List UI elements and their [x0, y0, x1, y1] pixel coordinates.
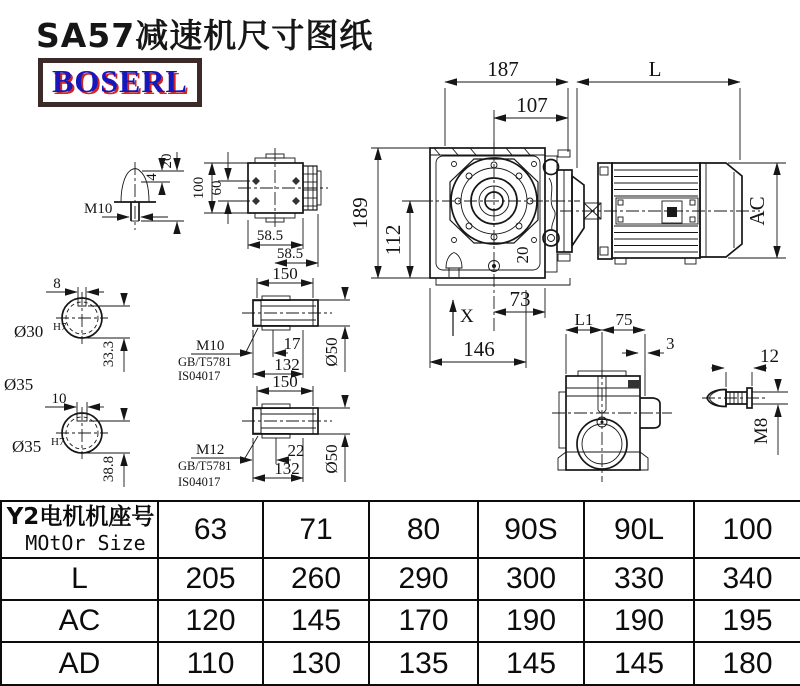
page-title: SA57减速机尺寸图纸 — [36, 16, 374, 55]
motor-size-table — [0, 500, 800, 686]
cell-AC-2: 170 — [369, 600, 478, 642]
output-flange-top-view — [191, 148, 328, 267]
cell-AC-3: 190 — [478, 600, 584, 642]
dim-main-AC: AC — [745, 196, 769, 226]
dim-main-73: 73 — [509, 287, 531, 311]
cell-AD-1: 130 — [263, 642, 369, 685]
cell-AC-4: 190 — [584, 600, 694, 642]
label-shaft2-std2: IS04017 — [178, 475, 221, 489]
col-header-63: 63 — [158, 501, 263, 558]
cell-AC-5: 195 — [694, 600, 800, 642]
cell-L-4: 330 — [584, 558, 694, 600]
col-header-100: 100 — [694, 501, 800, 558]
dim-top-L1: L1 — [574, 310, 594, 329]
col-header-90l: 90L — [584, 501, 694, 558]
dim-breather-4: 4 — [144, 173, 160, 181]
breather-plug-view — [84, 152, 184, 232]
dim-top-3: 3 — [666, 334, 675, 353]
dim-main-146: 146 — [463, 337, 495, 361]
col-header-90s: 90S — [478, 501, 584, 558]
dim-bolt-thread: M8 — [751, 417, 772, 445]
dim-shaft1-keywidth: 8 — [53, 276, 61, 292]
cell-L-0: 205 — [158, 558, 263, 600]
dim-shaft1-keylen: 17 — [283, 334, 301, 353]
dim-bolt-12: 12 — [760, 346, 779, 367]
col-header-71: 71 — [263, 501, 369, 558]
dim-main-112: 112 — [381, 224, 405, 256]
dim-main-107: 107 — [516, 93, 548, 117]
cell-AD-0: 110 — [158, 642, 263, 685]
cell-L-3: 300 — [478, 558, 584, 600]
table-header-row — [1, 501, 800, 558]
gearbox-top-view — [552, 310, 675, 482]
dim-shaft1-dia: Ø50 — [322, 337, 341, 367]
row-label-AC: AC — [1, 600, 158, 642]
label-shaft1-std1: GB/T5781 — [178, 355, 232, 369]
row-label-L: L — [1, 558, 158, 600]
cell-L-1: 260 — [263, 558, 369, 600]
cell-AD-2: 135 — [369, 642, 478, 685]
label-shaft2-bore: Ø35 — [12, 437, 42, 456]
dim-shaft2-dia: Ø50 — [322, 444, 341, 474]
gearmotor-main-view — [348, 57, 786, 368]
label-bore-option: Ø35 — [4, 375, 34, 394]
boserl-logo-text: BOSERL — [52, 63, 188, 99]
dim-main-189: 189 — [348, 197, 372, 229]
cell-AD-4: 145 — [584, 642, 694, 685]
row-label-AD: AD — [1, 642, 158, 685]
table-header-cn: Y2电机机座号 — [6, 504, 155, 531]
dim-shaft1-keydepth: 33.3 — [101, 340, 117, 368]
dim-shaft1-length: 150 — [272, 264, 298, 283]
cell-L-5: 340 — [694, 558, 800, 600]
label-shaft1-thread: M10 — [196, 338, 225, 354]
dim-breather-thread: M10 — [84, 201, 113, 217]
dim-shaft2-hublen: 132 — [274, 459, 300, 478]
shaft2-end-view — [12, 391, 130, 487]
table-row-AD — [1, 642, 800, 685]
table-row-L — [1, 558, 800, 600]
table-header-en: MOtOr Size — [25, 530, 146, 555]
shaft2-side-view — [178, 372, 350, 489]
label-shaft1-fit: H7 — [53, 321, 67, 333]
col-header-80: 80 — [369, 501, 478, 558]
label-shaft1-std2: IS04017 — [178, 369, 221, 383]
cell-AC-1: 145 — [263, 600, 369, 642]
dim-top-75: 75 — [615, 310, 633, 329]
dim-flange-58a: 58.5 — [256, 228, 284, 244]
shaft1-side-view — [178, 264, 350, 383]
cell-AD-5: 180 — [694, 642, 800, 685]
cell-AC-0: 120 — [158, 600, 263, 642]
dim-shaft1-hublen: 132 — [274, 355, 300, 374]
dim-main-20: 20 — [513, 246, 532, 264]
dim-shaft2-length: 150 — [272, 372, 298, 391]
cell-L-2: 290 — [369, 558, 478, 600]
label-shaft2-thread: M12 — [196, 442, 225, 458]
shaft1-end-view — [14, 276, 130, 372]
dim-shaft2-keylen: 22 — [287, 441, 305, 460]
dim-flange-60: 60 — [209, 180, 225, 196]
label-shaft1-bore: Ø30 — [14, 322, 44, 341]
dim-flange-58b: 58.5 — [276, 246, 304, 262]
table-header-cell — [1, 501, 158, 558]
label-main-x: X — [460, 306, 474, 327]
cell-AD-3: 145 — [478, 642, 584, 685]
dim-main-L: L — [648, 57, 662, 81]
dim-shaft2-keywidth: 10 — [51, 391, 67, 407]
dim-main-187: 187 — [487, 57, 519, 81]
bolt-detail-view — [702, 346, 788, 455]
dim-breather-20: 20 — [159, 153, 175, 169]
table-row-AC — [1, 600, 800, 642]
dim-flange-100: 100 — [191, 176, 207, 200]
dim-shaft2-keydepth: 38.8 — [101, 455, 117, 483]
label-shaft2-fit: H7 — [51, 436, 65, 448]
label-shaft2-std1: GB/T5781 — [178, 459, 232, 473]
